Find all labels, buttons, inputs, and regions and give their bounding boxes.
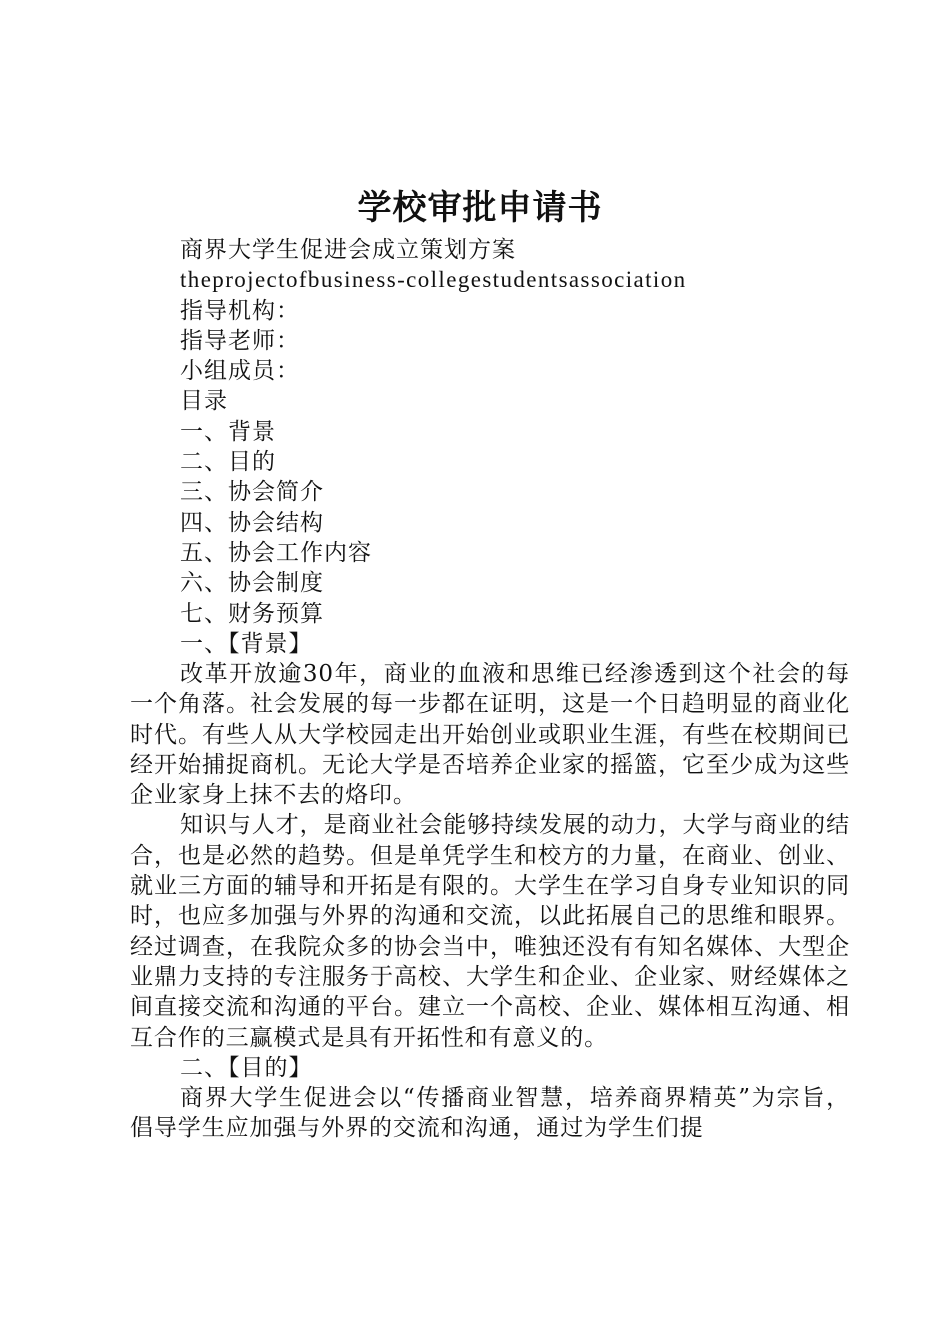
paragraph-background-1: 改革开放逾30年，商业的血液和思维已经渗透到这个社会的每一个角落。社会发展的每一步都在证明，这是一个日趋明显的商业化时代。有些人从大学校园走出开始创业或职业生涯，有些在校期间已经开始捕捉商机。无论大学是否培养企业家的摇篮，它至少成为这些企业家身上抹不去的烙印。 [130,661,850,809]
toc-item: 六、协会制度 [180,570,324,597]
section-heading-purpose: 二、【目的】 [180,1054,313,1081]
paragraph-purpose: 商界大学生促进会以“传播商业智慧，培养商界精英”为宗旨，倡导学生应加强与外界的交流和沟通，通过为学生们提 [130,1085,850,1142]
toc-item: 五、协会工作内容 [180,539,372,566]
toc-item: 七、财务预算 [180,600,324,627]
guiding-teacher: 指导老师： [180,327,300,354]
plan-english-title: theprojectofbusiness-collegestudentsassociation [180,267,687,293]
toc-item: 三、协会简介 [180,479,324,506]
guiding-organization: 指导机构： [180,297,300,324]
toc-item: 一、背景 [180,418,276,445]
paragraph-background-2: 知识与人才，是商业社会能够持续发展的动力，大学与商业的结合，也是必然的趋势。但是单凭学生和校方的力量，在商业、创业、就业三方面的辅导和开拓是有限的。大学生在学习自身专业知识的同时，也应多加强与外界的沟通和交流，以此拓展自己的思维和眼界。经过调查，在我院众多的协会当中，唯独还没有有知名媒体、大型企业鼎力支持的专注服务于高校、大学生和企业、企业家、财经媒体之间直接交流和沟通的平台。建立一个高校、企业、媒体相互沟通、相互合作的三赢模式是具有开拓性和有意义的。 [130,812,850,1051]
document-title: 学校审批申请书 [357,188,603,228]
plan-title: 商界大学生促进会成立策划方案 [180,237,516,263]
toc-heading: 目录 [180,388,228,415]
toc-item: 二、目的 [180,449,276,476]
section-heading-background: 一、【背景】 [180,630,313,657]
toc-item: 四、协会结构 [180,509,324,536]
group-members: 小组成员： [180,358,300,385]
cover-lines [180,235,860,659]
document-body [130,659,850,1144]
